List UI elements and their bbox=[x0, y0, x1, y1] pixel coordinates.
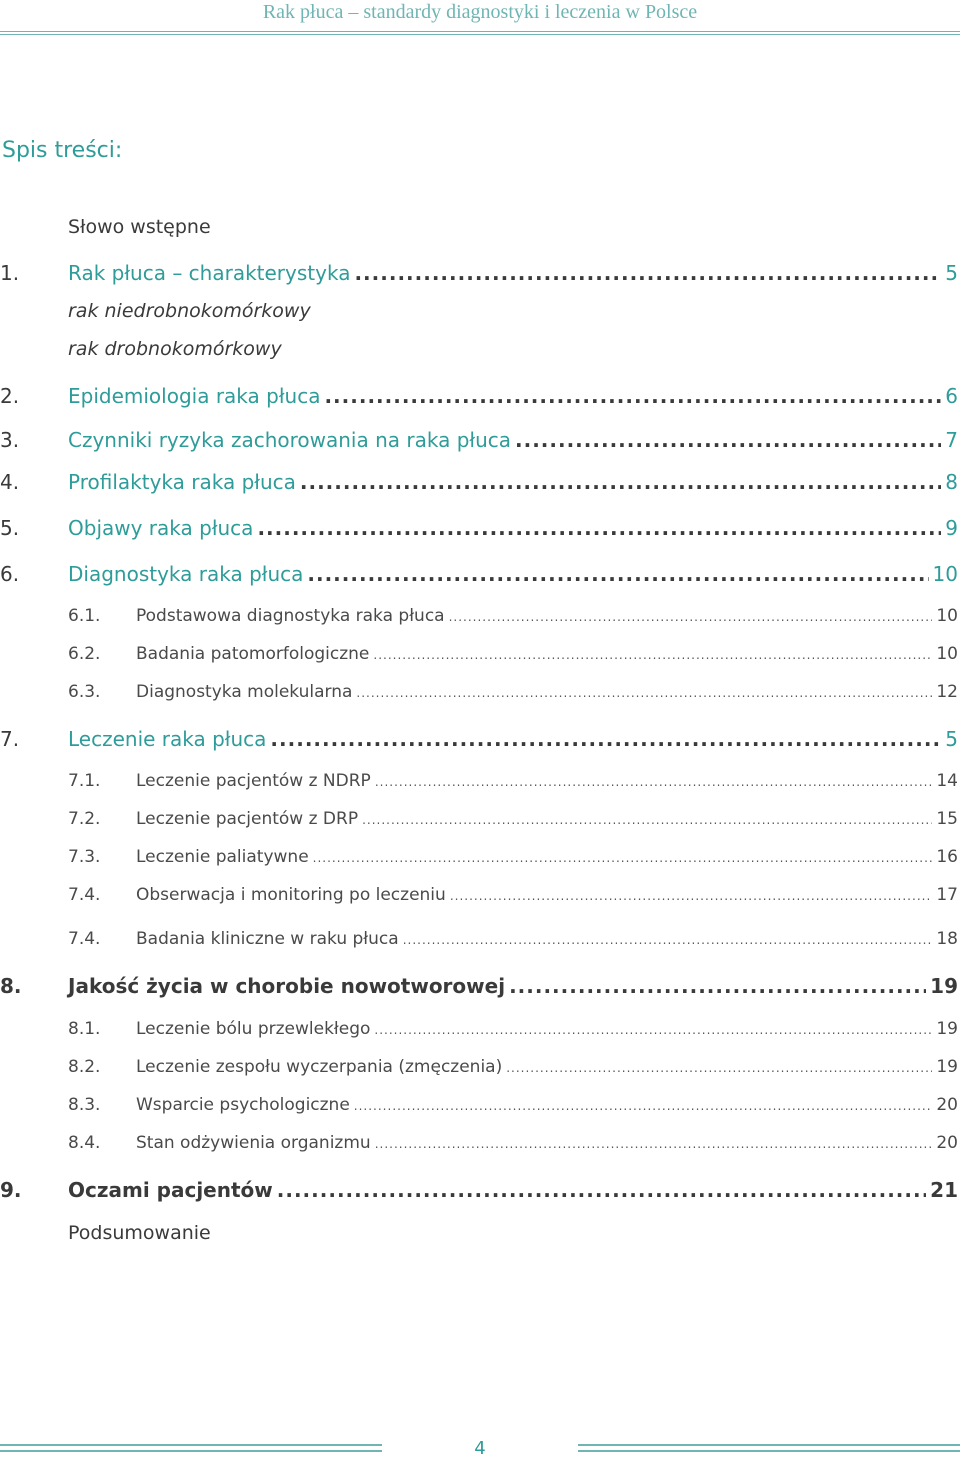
dot-leader bbox=[313, 851, 933, 865]
toc-entry-page: 10 bbox=[936, 606, 958, 626]
toc-entry-page: 19 bbox=[936, 1019, 958, 1039]
toc-entry-label: Diagnostyka molekularna bbox=[136, 682, 353, 702]
toc-entry-7-4b[interactable] bbox=[0, 929, 958, 959]
toc-entry-3[interactable] bbox=[0, 428, 958, 458]
toc-entry-label: Leczenie pacjentów z DRP bbox=[136, 809, 359, 829]
toc-subentry-italic[interactable] bbox=[68, 338, 958, 368]
toc-entry-page: 19 bbox=[930, 974, 958, 998]
toc-entry-page: 10 bbox=[936, 644, 958, 664]
toc-entry-8-3[interactable] bbox=[0, 1095, 958, 1125]
toc-entry-7-2[interactable] bbox=[0, 809, 958, 839]
dot-leader bbox=[515, 428, 941, 452]
toc-outro-label: Podsumowanie bbox=[68, 1222, 211, 1244]
dot-leader bbox=[354, 261, 941, 285]
toc-entry-number: 7.4. bbox=[68, 885, 101, 905]
toc-entry-page: 10 bbox=[932, 562, 958, 586]
dot-leader bbox=[277, 1178, 926, 1202]
dot-leader bbox=[324, 384, 941, 408]
toc-entry-number: 8.4. bbox=[68, 1133, 101, 1153]
dot-leader bbox=[307, 562, 928, 586]
toc-entry-number: 7.2. bbox=[68, 809, 101, 829]
toc-entry-number: 8. bbox=[0, 974, 22, 998]
toc-entry-6-3[interactable] bbox=[0, 682, 958, 712]
toc-entry-number: 2. bbox=[0, 384, 20, 408]
toc-entry-number: 1. bbox=[0, 261, 20, 285]
toc-entry-8[interactable] bbox=[0, 974, 958, 1004]
toc-entry-label: Rak płuca – charakterystyka bbox=[68, 261, 351, 285]
toc-entry-9[interactable] bbox=[0, 1178, 958, 1208]
toc-entry-page: 18 bbox=[936, 929, 958, 949]
toc-entry-page: 9 bbox=[945, 516, 958, 540]
toc-intro[interactable] bbox=[68, 216, 958, 246]
toc-entry-page: 14 bbox=[936, 771, 958, 791]
toc-entry-page: 17 bbox=[936, 885, 958, 905]
toc-entry-page: 15 bbox=[936, 809, 958, 829]
toc-entry-number: 6.1. bbox=[68, 606, 101, 626]
toc-entry-8-4[interactable] bbox=[0, 1133, 958, 1163]
footer-rule-right bbox=[578, 1444, 960, 1452]
toc-entry-number: 8.2. bbox=[68, 1057, 101, 1077]
toc-entry-1[interactable] bbox=[0, 261, 958, 291]
toc-entry-number: 5. bbox=[0, 516, 20, 540]
toc-entry-7-1[interactable] bbox=[0, 771, 958, 801]
toc-entry-label: Podstawowa diagnostyka raka płuca bbox=[136, 606, 445, 626]
toc-entry-label: Leczenie paliatywne bbox=[136, 847, 309, 867]
toc-entry-label: Leczenie zespołu wyczerpania (zmęczenia) bbox=[136, 1057, 503, 1077]
toc-entry-6-2[interactable] bbox=[0, 644, 958, 674]
toc-entry-number: 8.3. bbox=[68, 1095, 101, 1115]
toc-entry-label: Czynniki ryzyka zachorowania na raka płuca bbox=[68, 428, 511, 452]
toc-entry-label: Oczami pacjentów bbox=[68, 1178, 273, 1202]
toc-entry-number: 8.1. bbox=[68, 1019, 101, 1039]
dot-leader bbox=[450, 889, 933, 903]
toc-entry-label: Stan odżywienia organizmu bbox=[136, 1133, 371, 1153]
dot-leader bbox=[356, 686, 932, 700]
toc-entry-label: Diagnostyka raka płuca bbox=[68, 562, 304, 586]
toc-entry-7[interactable] bbox=[0, 727, 958, 757]
footer-rule-left bbox=[0, 1444, 382, 1452]
toc-entry-number: 6.2. bbox=[68, 644, 101, 664]
dot-leader bbox=[509, 974, 926, 998]
toc-entry-page: 7 bbox=[945, 428, 958, 452]
toc-entry-8-2[interactable] bbox=[0, 1057, 958, 1087]
toc-entry-label: Jakość życia w chorobie nowotworowej bbox=[68, 974, 506, 998]
toc-entry-page: 20 bbox=[936, 1095, 958, 1115]
dot-leader bbox=[403, 933, 933, 947]
toc-entry-label: Wsparcie psychologiczne bbox=[136, 1095, 350, 1115]
toc-entry-page: 21 bbox=[930, 1178, 958, 1202]
toc-entry-label: Leczenie raka płuca bbox=[68, 727, 267, 751]
toc-entry-2[interactable] bbox=[0, 384, 958, 414]
toc-entry-number: 6. bbox=[0, 562, 20, 586]
toc-entry-number: 7.4. bbox=[68, 929, 101, 949]
toc-entry-6-1[interactable] bbox=[0, 606, 958, 636]
toc-subentry-label: rak drobnokomórkowy bbox=[68, 338, 282, 360]
dot-leader bbox=[362, 813, 932, 827]
toc-entry-page: 20 bbox=[936, 1133, 958, 1153]
toc-entry-6[interactable] bbox=[0, 562, 958, 592]
toc-entry-page: 6 bbox=[945, 384, 958, 408]
dot-leader bbox=[449, 610, 933, 624]
toc-entry-5[interactable] bbox=[0, 516, 958, 546]
toc-entry-number: 4. bbox=[0, 470, 20, 494]
toc-entry-page: 16 bbox=[936, 847, 958, 867]
toc-entry-number: 7.1. bbox=[68, 771, 101, 791]
dot-leader bbox=[373, 648, 932, 662]
toc-entry-label: Obserwacja i monitoring po leczeniu bbox=[136, 885, 446, 905]
toc-entry-label: Profilaktyka raka płuca bbox=[68, 470, 296, 494]
dot-leader bbox=[300, 470, 941, 494]
running-header-title: Rak płuca – standardy diagnostyki i leczenia w Polsce bbox=[262, 1, 698, 23]
toc-entry-7-3[interactable] bbox=[0, 847, 958, 877]
toc-subentry-italic[interactable] bbox=[68, 300, 958, 330]
dot-leader bbox=[506, 1061, 932, 1075]
dot-leader bbox=[270, 727, 941, 751]
dot-leader bbox=[375, 1137, 933, 1151]
toc-entry-label: Epidemiologia raka płuca bbox=[68, 384, 321, 408]
toc-entry-page: 5 bbox=[945, 727, 958, 751]
toc-entry-number: 7.3. bbox=[68, 847, 101, 867]
dot-leader bbox=[257, 516, 941, 540]
running-header bbox=[0, 0, 960, 34]
toc-entry-page: 8 bbox=[945, 470, 958, 494]
toc-entry-7-4[interactable] bbox=[0, 885, 958, 915]
dot-leader bbox=[354, 1099, 933, 1113]
toc-entry-8-1[interactable] bbox=[0, 1019, 958, 1049]
toc-entry-number: 6.3. bbox=[68, 682, 101, 702]
toc-subentry-label: rak niedrobnokomórkowy bbox=[68, 300, 311, 322]
toc-intro-label: Słowo wstępne bbox=[68, 216, 211, 238]
toc-entry-page: 5 bbox=[945, 261, 958, 285]
toc-entry-label: Leczenie bólu przewlekłego bbox=[136, 1019, 371, 1039]
toc-entry-label: Leczenie pacjentów z NDRP bbox=[136, 771, 371, 791]
toc-entry-label: Objawy raka płuca bbox=[68, 516, 254, 540]
toc-entry-page: 19 bbox=[936, 1057, 958, 1077]
header-rule bbox=[0, 31, 960, 35]
toc-entry-label: Badania patomorfologiczne bbox=[136, 644, 370, 664]
toc-title: Spis treści: bbox=[2, 138, 123, 163]
toc-entry-page: 12 bbox=[936, 682, 958, 702]
toc-entry-number: 3. bbox=[0, 428, 20, 452]
dot-leader bbox=[374, 1023, 932, 1037]
toc-entry-label: Badania kliniczne w raku płuca bbox=[136, 929, 399, 949]
dot-leader bbox=[375, 775, 933, 789]
page-number: 4 bbox=[474, 1438, 486, 1459]
toc-entry-4[interactable] bbox=[0, 470, 958, 500]
toc-entry-number: 7. bbox=[0, 727, 20, 751]
toc-outro[interactable] bbox=[68, 1222, 958, 1252]
toc-entry-number: 9. bbox=[0, 1178, 22, 1202]
